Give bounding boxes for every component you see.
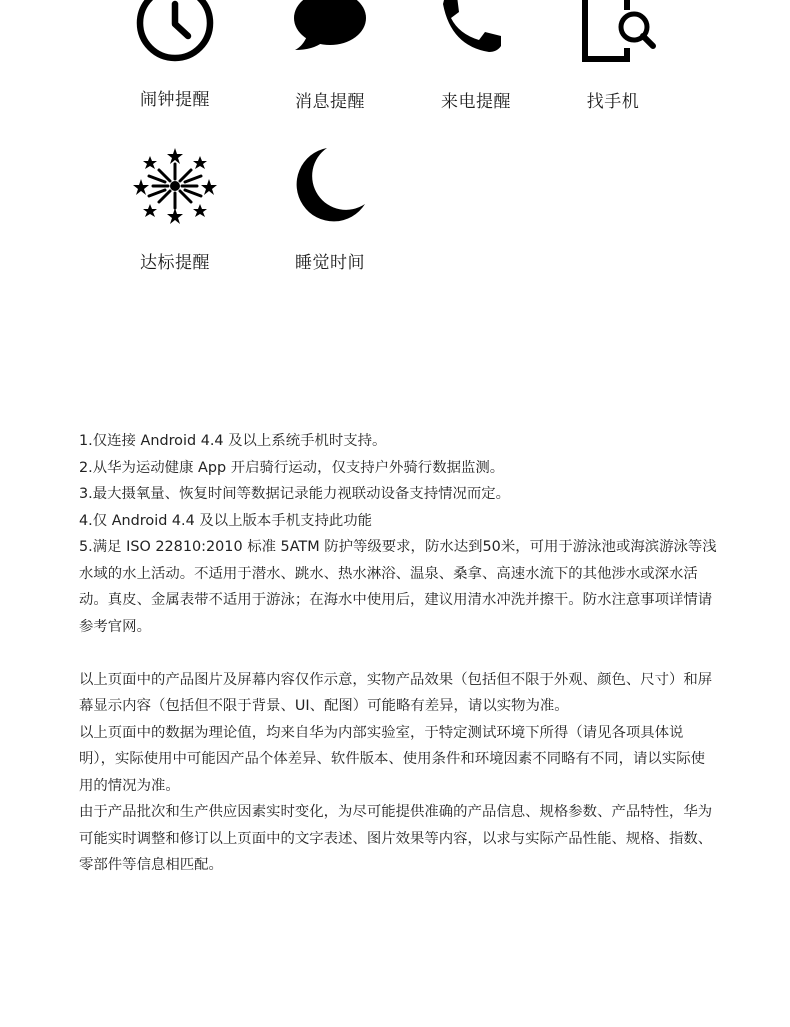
feature-bedtime bbox=[255, 146, 405, 273]
alarm-clock-icon bbox=[100, 0, 250, 64]
note-item: 1.仅连接 Android 4.4 及以上系统手机时支持。 bbox=[79, 433, 387, 449]
message-bubble-icon bbox=[255, 0, 405, 64]
feature-label: 睡觉时间 bbox=[295, 253, 365, 273]
find-phone-icon bbox=[538, 0, 688, 64]
note-item: 2.从华为运动健康 App 开启骑行运动，仅支持户外骑行数据监测。 bbox=[79, 459, 505, 476]
note-item: 5.满足 ISO 22810:2010 标准 5ATM 防护等级要求，防水达到50米，可用于游泳池或海滨游泳等浅水域的水上活动。不适用于潜水、跳水、热水淋浴、温泉、桑拿、高速水流下的其他涉水或深水活动。真皮、金属表带不适用于游泳；在海水中使用后，建议用清水冲洗并擦干。防水注意事项详情请参考官网。 bbox=[79, 539, 717, 635]
feature-alarm bbox=[100, 0, 250, 110]
feature-label: 闹钟提醒 bbox=[140, 90, 210, 110]
notes-section bbox=[79, 428, 719, 879]
note-item: 3.最大摄氧量、恢复时间等数据记录能力视联动设备支持情况而定。 bbox=[79, 486, 511, 502]
feature-call bbox=[401, 0, 551, 112]
feature-goal bbox=[100, 146, 250, 273]
disclaimer-paragraph: 以上页面中的产品图片及屏幕内容仅作示意，实物产品效果（包括但不限于外观、颜色、尺寸）和屏幕显示内容（包括但不限于背景、UI、配图）可能略有差异，请以实物为准。 bbox=[79, 671, 713, 714]
phone-icon bbox=[401, 0, 551, 64]
fireworks-icon bbox=[100, 146, 250, 226]
feature-label: 达标提醒 bbox=[140, 253, 210, 273]
feature-label: 消息提醒 bbox=[295, 92, 365, 112]
feature-find-phone bbox=[538, 0, 688, 112]
disclaimer-paragraph: 由于产品批次和生产供应因素实时变化，为尽可能提供准确的产品信息、规格参数、产品特性，华为可能实时调整和修订以上页面中的文字表述、图片效果等内容，以求与实际产品性能、规格、指数、零部件等信息相匹配。 bbox=[79, 804, 713, 873]
disclaimer-paragraph: 以上页面中的数据为理论值，均来自华为内部实验室，于特定测试环境下所得（请见各项具体说明），实际使用中可能因产品个体差异、软件版本、使用条件和环境因素不同略有不同，请以实际使用的情况为准。 bbox=[79, 724, 705, 794]
moon-icon bbox=[255, 146, 405, 226]
feature-label: 来电提醒 bbox=[441, 92, 511, 112]
note-item: 4.仅 Android 4.4 及以上版本手机支持此功能 bbox=[79, 512, 373, 529]
feature-label: 找手机 bbox=[586, 92, 640, 112]
feature-message bbox=[255, 0, 405, 112]
